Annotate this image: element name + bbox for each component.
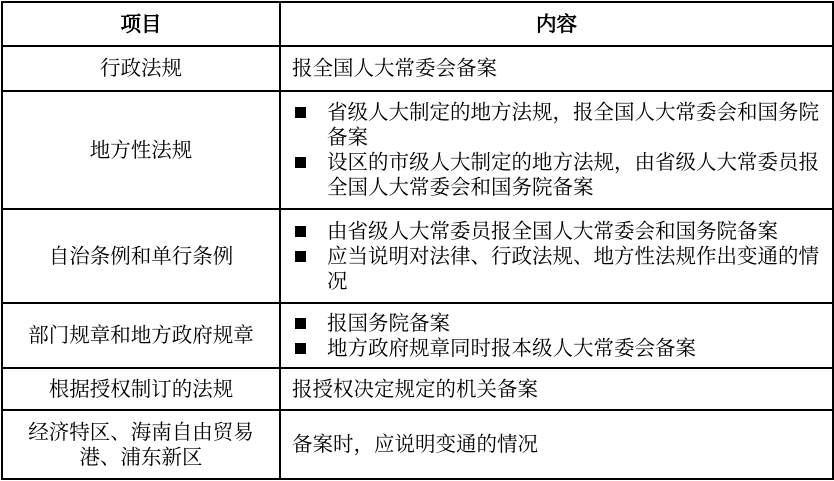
- table-row: [2, 209, 833, 303]
- bullet-text: 应当说明对法律、行政法规、地方性法规作出变通的情况: [327, 243, 819, 293]
- bullet-list: [291, 219, 822, 294]
- table-row: [2, 368, 833, 410]
- table-row: [2, 46, 833, 91]
- bullet-text: 报国务院备案: [327, 310, 450, 335]
- content-text: 报授权决定规定的机关备案: [292, 376, 538, 401]
- filing-requirements-table: [1, 1, 834, 480]
- item-cell: 部门规章和地方政府规章: [2, 303, 280, 368]
- table-row: [2, 303, 833, 368]
- table-header-row: [2, 2, 833, 46]
- square-bullet-icon: [295, 343, 306, 354]
- list-item: [291, 336, 822, 361]
- list-item: [291, 244, 822, 294]
- table-row: [2, 91, 833, 209]
- list-item: [291, 311, 822, 336]
- content-text: 报全国人大常委会备案: [292, 56, 497, 80]
- bullet-list: [291, 100, 822, 200]
- bullet-text: 设区的市级人大制定的地方法规，由省级人大常委员报全国人大常委会和国务院备案: [327, 150, 819, 199]
- item-cell: 根据授权制订的法规: [2, 368, 280, 410]
- header-item: 项目: [2, 2, 280, 46]
- square-bullet-icon: [295, 251, 306, 262]
- bullet-text: 省级人大制定的地方法规，报全国人大常委会和国务院备案: [327, 100, 819, 149]
- bullet-list: [291, 311, 822, 361]
- item-cell: 自治条例和单行条例: [2, 209, 280, 303]
- content-cell: [280, 368, 833, 410]
- header-content: 内容: [280, 2, 833, 46]
- item-cell: 经济特区、海南自由贸易港、浦东新区: [2, 410, 280, 479]
- list-item: [291, 219, 822, 244]
- table-row: [2, 410, 833, 479]
- content-cell: [280, 410, 833, 479]
- content-cell: [280, 91, 833, 209]
- content-cell: [280, 303, 833, 368]
- content-cell: [280, 46, 833, 91]
- content-cell: [280, 209, 833, 303]
- item-cell: 行政法规: [2, 46, 280, 91]
- content-text: 备案时，应说明变通的情况: [292, 432, 538, 456]
- square-bullet-icon: [295, 226, 306, 237]
- bullet-text: 由省级人大常委员报全国人大常委会和国务院备案: [327, 218, 778, 243]
- square-bullet-icon: [295, 318, 306, 329]
- list-item: [291, 150, 822, 200]
- list-item: [291, 100, 822, 150]
- square-bullet-icon: [295, 157, 306, 168]
- square-bullet-icon: [295, 107, 306, 118]
- item-cell: 地方性法规: [2, 91, 280, 209]
- bullet-text: 地方政府规章同时报本级人大常委会备案: [327, 335, 696, 360]
